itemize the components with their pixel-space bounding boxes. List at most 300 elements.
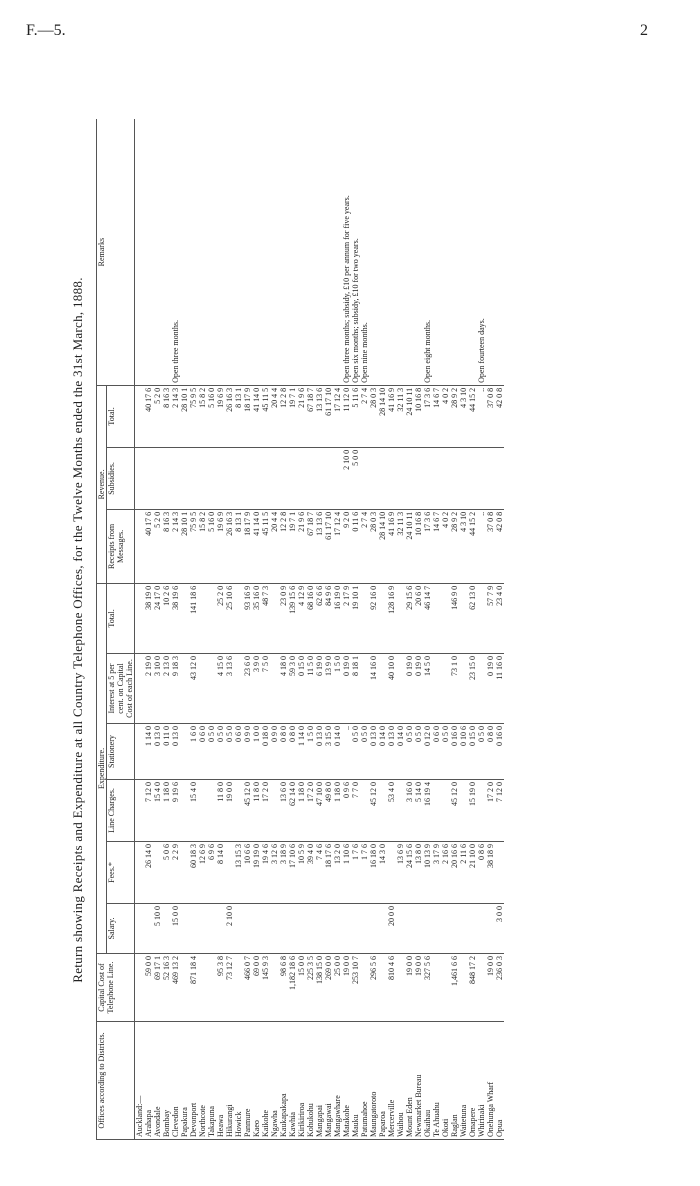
- cell-total-exp: 62 13 0: [468, 583, 477, 653]
- cell-stationery: [135, 724, 145, 780]
- cell-office: Okoti: [441, 1022, 450, 1140]
- cell-receipts: 9 2 0: [342, 509, 351, 583]
- cell-remarks: [153, 119, 162, 385]
- cell-salary: [234, 904, 243, 954]
- cell-capital: 19 0 0: [414, 954, 423, 1022]
- cell-interest: 23 15 0: [468, 654, 477, 724]
- table-row: [243, 119, 252, 1139]
- table-row: [207, 119, 216, 1139]
- cell-total-exp: 2 17 9: [342, 583, 351, 653]
- cell-subsidies: [189, 447, 198, 509]
- cell-total-exp: 4 12 9: [297, 583, 306, 653]
- table-title: Return showing Receipts and Expenditure at all Country Telephone Offices, for the Twelve Months ended the 31st March, 1888.: [70, 277, 85, 983]
- cell-stationery: 1 6 0: [189, 724, 198, 780]
- cell-total-rev: 12 2 8: [279, 385, 288, 447]
- cell-total-rev: 15 8 2: [198, 385, 207, 447]
- cell-subsidies: [180, 447, 189, 509]
- cell-total-exp: [207, 583, 216, 653]
- cell-remarks: [459, 119, 468, 385]
- cell-capital: 69 17 1: [153, 954, 162, 1022]
- header-capital: Capital Cost of Telephone Line.: [97, 954, 135, 1022]
- cell-total-exp: 35 16 0: [252, 583, 261, 653]
- cell-line: 45 12 0: [450, 780, 459, 842]
- cell-subsidies: [396, 447, 405, 509]
- cell-line: [198, 780, 207, 842]
- cell-subsidies: [315, 447, 324, 509]
- cell-interest: 2 13 0: [162, 654, 171, 724]
- cell-subsidies: [153, 447, 162, 509]
- table-row: [396, 119, 405, 1139]
- cell-subsidies: [378, 447, 387, 509]
- cell-salary: [378, 904, 387, 954]
- cell-line: 49 8 0: [324, 780, 333, 842]
- cell-line: 17 2 0: [306, 780, 315, 842]
- table-row: [198, 119, 207, 1139]
- cell-total-rev: 28 9 2: [450, 385, 459, 447]
- cell-total-rev: 26 16 3: [225, 385, 234, 447]
- cell-line: 11 8 0: [252, 780, 261, 842]
- cell-interest: 7 5 0: [261, 654, 270, 724]
- cell-subsidies: [198, 447, 207, 509]
- cell-salary: [396, 904, 405, 954]
- cell-remarks: [495, 119, 504, 385]
- cell-salary: 5 10 0: [153, 904, 162, 954]
- cell-line: [432, 780, 441, 842]
- cell-fees: [495, 842, 504, 904]
- cell-office: Maungatoroto: [369, 1022, 378, 1140]
- cell-capital: 236 0 3: [495, 954, 504, 1022]
- cell-remarks: [432, 119, 441, 385]
- cell-office: Takapuna: [207, 1022, 216, 1140]
- cell-stationery: 0 5 0: [414, 724, 423, 780]
- cell-salary: [405, 904, 414, 954]
- cell-remarks: [252, 119, 261, 385]
- cell-receipts: 2 14 3: [171, 509, 180, 583]
- cell-interest: [459, 654, 468, 724]
- cell-remarks: [414, 119, 423, 385]
- cell-line: [459, 780, 468, 842]
- cell-remarks: [306, 119, 315, 385]
- cell-total-rev: 37 0 8: [486, 385, 495, 447]
- cell-subsidies: [306, 447, 315, 509]
- cell-capital: 469 13 2: [171, 954, 180, 1022]
- cell-line: 17 2 0: [261, 780, 270, 842]
- cell-stationery: 0 6 0: [432, 724, 441, 780]
- cell-fees: 2 16 6: [441, 842, 450, 904]
- cell-stationery: [180, 724, 189, 780]
- header-stationery: Stationery: [107, 724, 135, 780]
- cell-fees: 26 14 0: [144, 842, 153, 904]
- table-row: [459, 119, 468, 1139]
- cell-capital: 25 0 0: [333, 954, 342, 1022]
- cell-receipts: 17 3 6: [423, 509, 432, 583]
- cell-fees: 39 4 0: [306, 842, 315, 904]
- cell-fees: 13 2 0: [333, 842, 342, 904]
- cell-fees: 1 10 6: [342, 842, 351, 904]
- cell-subsidies: [486, 447, 495, 509]
- cell-salary: [342, 904, 351, 954]
- cell-office: Devonport: [189, 1022, 198, 1140]
- cell-total-exp: [198, 583, 207, 653]
- cell-interest: 9 18 3: [171, 654, 180, 724]
- table-row: [189, 119, 198, 1139]
- cell-office: Mount Eden: [405, 1022, 414, 1140]
- cell-line: 11 8 0: [216, 780, 225, 842]
- cell-capital: 73 12 7: [225, 954, 234, 1022]
- cell-total-rev: 45 11 5: [261, 385, 270, 447]
- cell-capital: [360, 954, 369, 1022]
- cell-salary: [432, 904, 441, 954]
- cell-fees: 13 8 0: [414, 842, 423, 904]
- cell-office: Arahapa: [144, 1022, 153, 1140]
- cell-total-exp: 62 6 6: [315, 583, 324, 653]
- cell-stationery: 0 5 0: [225, 724, 234, 780]
- cell-receipts: 28 10 1: [180, 509, 189, 583]
- cell-office: Waitetuna: [459, 1022, 468, 1140]
- cell-capital: [459, 954, 468, 1022]
- table-row: [306, 119, 315, 1139]
- cell-salary: [477, 904, 486, 954]
- cell-salary: [315, 904, 324, 954]
- cell-total-exp: 146 9 0: [450, 583, 459, 653]
- cell-office: Te Ahuahu: [432, 1022, 441, 1140]
- cell-salary: [144, 904, 153, 954]
- cell-capital: 1,182 18 6: [288, 954, 297, 1022]
- table-row: [234, 119, 243, 1139]
- cell-stationery: 0 13 0: [315, 724, 324, 780]
- cell-line: 1 18 0: [162, 780, 171, 842]
- cell-office: Okaihau: [423, 1022, 432, 1140]
- cell-fees: [153, 842, 162, 904]
- cell-receipts: 19 7 1: [288, 509, 297, 583]
- table-row: [180, 119, 189, 1139]
- cell-office: Kaeo: [252, 1022, 261, 1140]
- cell-capital: 810 4 6: [387, 954, 396, 1022]
- cell-salary: 15 0 0: [171, 904, 180, 954]
- cell-total-rev: 2 14 3: [171, 385, 180, 447]
- cell-total-exp: 84 9 6: [324, 583, 333, 653]
- table-row: [405, 119, 414, 1139]
- cell-receipts: 24 10 11: [405, 509, 414, 583]
- cell-office: Newmarket Bureau: [414, 1022, 423, 1140]
- cell-office: Onehunga Wharf: [486, 1022, 495, 1140]
- cell-salary: [351, 904, 360, 954]
- cell-salary: [270, 904, 279, 954]
- cell-total-rev: 18 17 9: [243, 385, 252, 447]
- cell-interest: [135, 654, 145, 724]
- cell-total-rev: 75 9 5: [189, 385, 198, 447]
- cell-subsidies: [162, 447, 171, 509]
- cell-capital: 871 18 4: [189, 954, 198, 1022]
- cell-interest: 11 5 0: [306, 654, 315, 724]
- header-salary: Salary.: [107, 904, 135, 954]
- cell-subsidies: [405, 447, 414, 509]
- cell-receipts: 15 8 2: [198, 509, 207, 583]
- cell-line: [234, 780, 243, 842]
- cell-salary: [261, 904, 270, 954]
- cell-total-exp: 92 16 0: [369, 583, 378, 653]
- cell-total-rev: 5 2 0: [153, 385, 162, 447]
- table-row: [486, 119, 495, 1139]
- cell-fees: 1 7 6: [360, 842, 369, 904]
- cell-interest: 0 15 0: [297, 654, 306, 724]
- cell-line: 0 9 6: [342, 780, 351, 842]
- cell-capital: 19 0 0: [405, 954, 414, 1022]
- cell-fees: 3 18 9: [279, 842, 288, 904]
- cell-fees: [135, 842, 145, 904]
- cell-total-rev: ..: [477, 385, 486, 447]
- cell-interest: 3 13 6: [225, 654, 234, 724]
- table-row: [171, 119, 180, 1139]
- cell-stationery: 0 8 0: [288, 724, 297, 780]
- cell-remarks: [216, 119, 225, 385]
- cell-subsidies: [252, 447, 261, 509]
- cell-stationery: 0 13 0: [369, 724, 378, 780]
- cell-remarks: [198, 119, 207, 385]
- table-row: [414, 119, 423, 1139]
- cell-fees: 20 16 6: [450, 842, 459, 904]
- cell-subsidies: [279, 447, 288, 509]
- cell-remarks: [279, 119, 288, 385]
- table-row: [333, 119, 342, 1139]
- cell-total-exp: 57 7 9: [486, 583, 495, 653]
- cell-office: Mauku: [351, 1022, 360, 1140]
- cell-remarks: [270, 119, 279, 385]
- document-code: F.—5.: [26, 22, 66, 39]
- cell-remarks: Open fourteen days.: [477, 119, 486, 385]
- cell-office: Mangawhare: [333, 1022, 342, 1140]
- cell-line: [207, 780, 216, 842]
- table-row: [270, 119, 279, 1139]
- cell-subsidies: [243, 447, 252, 509]
- header-total-revenue: Total.: [107, 385, 135, 447]
- cell-salary: 20 0 0: [387, 904, 396, 954]
- cell-subsidies: [414, 447, 423, 509]
- cell-total-exp: [459, 583, 468, 653]
- table-row: [288, 119, 297, 1139]
- cell-total-rev: 28 10 1: [180, 385, 189, 447]
- cell-stationery: 0 14 0: [378, 724, 387, 780]
- cell-capital: [234, 954, 243, 1022]
- cell-line: [396, 780, 405, 842]
- cell-stationery: 0 14 0: [396, 724, 405, 780]
- cell-subsidies: [135, 447, 145, 509]
- cell-receipts: 18 17 9: [243, 509, 252, 583]
- cell-total-exp: [441, 583, 450, 653]
- cell-office: Avondale: [153, 1022, 162, 1140]
- cell-remarks: [225, 119, 234, 385]
- cell-line: 53 4 0: [387, 780, 396, 842]
- cell-line: 3 16 0: [405, 780, 414, 842]
- cell-salary: [198, 904, 207, 954]
- cell-receipts: 4 3 10: [459, 509, 468, 583]
- cell-salary: [216, 904, 225, 954]
- cell-total-exp: 38 19 0: [144, 583, 153, 653]
- cell-total-rev: 13 13 6: [315, 385, 324, 447]
- cell-line: 47 10 0: [315, 780, 324, 842]
- cell-total-rev: 5 11 6: [351, 385, 360, 447]
- cell-total-exp: [360, 583, 369, 653]
- cell-fees: 12 6 9: [198, 842, 207, 904]
- cell-total-rev: 41 14 0: [252, 385, 261, 447]
- cell-receipts: 21 9 6: [297, 509, 306, 583]
- table-row: [468, 119, 477, 1139]
- cell-capital: 145 9 3: [261, 954, 270, 1022]
- cell-receipts: 4 0 2: [441, 509, 450, 583]
- cell-remarks: [234, 119, 243, 385]
- cell-total-rev: 2 7 4: [360, 385, 369, 447]
- cell-interest: [270, 654, 279, 724]
- cell-capital: [441, 954, 450, 1022]
- cell-receipts: 40 17 6: [144, 509, 153, 583]
- cell-capital: [378, 954, 387, 1022]
- table-row: [387, 119, 396, 1139]
- cell-remarks: [333, 119, 342, 385]
- header-interest: Interest at 5 per cent. on Capital Cost of each Line.: [107, 654, 135, 724]
- cell-salary: 2 10 0: [225, 904, 234, 954]
- cell-office: Heawa: [216, 1022, 225, 1140]
- cell-office: Raglan: [450, 1022, 459, 1140]
- cell-total-exp: 68 16 0: [306, 583, 315, 653]
- cell-total-exp: [378, 583, 387, 653]
- cell-total-exp: 93 16 9: [243, 583, 252, 653]
- cell-fees: 19 4 6: [261, 842, 270, 904]
- cell-total-exp: 24 17 0: [153, 583, 162, 653]
- cell-receipts: 12 2 8: [279, 509, 288, 583]
- cell-receipts: 20 4 4: [270, 509, 279, 583]
- cell-subsidies: [144, 447, 153, 509]
- cell-receipts: 28 14 10: [378, 509, 387, 583]
- cell-interest: [180, 654, 189, 724]
- cell-stationery: 0 5 0: [477, 724, 486, 780]
- cell-total-rev: 4 3 10: [459, 385, 468, 447]
- table-row: [378, 119, 387, 1139]
- cell-interest: [441, 654, 450, 724]
- cell-remarks: [387, 119, 396, 385]
- table-row: [495, 119, 504, 1139]
- cell-capital: 253 10 7: [351, 954, 360, 1022]
- cell-salary: [486, 904, 495, 954]
- cell-receipts: 13 13 6: [315, 509, 324, 583]
- cell-receipts: 0 11 6: [351, 509, 360, 583]
- table-row: [360, 119, 369, 1139]
- cell-stationery: 0 14 0: [333, 724, 342, 780]
- cell-subsidies: [468, 447, 477, 509]
- table-row: [297, 119, 306, 1139]
- cell-subsidies: [477, 447, 486, 509]
- cell-office: Patumahoe: [360, 1022, 369, 1140]
- cell-capital: 95 3 8: [216, 954, 225, 1022]
- cell-fees: 10 5 9: [297, 842, 306, 904]
- cell-remarks: [405, 119, 414, 385]
- cell-salary: [450, 904, 459, 954]
- cell-interest: 0 19 0: [405, 654, 414, 724]
- cell-interest: 0 19 0: [486, 654, 495, 724]
- cell-remarks: Open three months.: [171, 119, 180, 385]
- cell-capital: 19 0 0: [342, 954, 351, 1022]
- cell-line: 45 12 0: [369, 780, 378, 842]
- table-row: [315, 119, 324, 1139]
- cell-receipts: 28 0 3: [369, 509, 378, 583]
- cell-receipts: 8 16 3: [162, 509, 171, 583]
- cell-stationery: 0 5 0: [207, 724, 216, 780]
- cell-stationery: 0 11 0: [162, 724, 171, 780]
- cell-remarks: [441, 119, 450, 385]
- cell-remarks: Open eight months.: [423, 119, 432, 385]
- cell-total-exp: [477, 583, 486, 653]
- cell-capital: [396, 954, 405, 1022]
- table-row: [477, 119, 486, 1139]
- cell-salary: [324, 904, 333, 954]
- cell-salary: [189, 904, 198, 954]
- cell-fees: 13 15 3: [234, 842, 243, 904]
- cell-total-rev: 14 6 7: [432, 385, 441, 447]
- cell-salary: [252, 904, 261, 954]
- cell-stationery: 0 16 0: [450, 724, 459, 780]
- cell-receipts: 5 2 0: [153, 509, 162, 583]
- cell-fees: 16 18 0: [369, 842, 378, 904]
- cell-total-exp: 38 19 6: [171, 583, 180, 653]
- cell-line: [477, 780, 486, 842]
- cell-stationery: 0 5 0: [441, 724, 450, 780]
- table-row: [225, 119, 234, 1139]
- cell-capital: 225 3 5: [306, 954, 315, 1022]
- cell-office: Omapere: [468, 1022, 477, 1140]
- cell-subsidies: [171, 447, 180, 509]
- cell-fees: 8 14 0: [216, 842, 225, 904]
- cell-capital: 327 5 6: [423, 954, 432, 1022]
- table-row: [162, 119, 171, 1139]
- cell-remarks: Open nine months.: [360, 119, 369, 385]
- cell-salary: [414, 904, 423, 954]
- cell-line: 16 19 4: [423, 780, 432, 842]
- cell-line: 9 19 6: [171, 780, 180, 842]
- cell-fees: 1 7 6: [351, 842, 360, 904]
- cell-total-rev: 28 14 10: [378, 385, 387, 447]
- header-remarks: Remarks: [97, 119, 135, 385]
- cell-interest: 59 3 0: [288, 654, 297, 724]
- cell-interest: 14 16 0: [369, 654, 378, 724]
- cell-total-rev: 28 0 3: [369, 385, 378, 447]
- table-row: [342, 119, 351, 1139]
- cell-subsidies: [324, 447, 333, 509]
- cell-subsidies: [261, 447, 270, 509]
- cell-total-exp: 16 19 0: [333, 583, 342, 653]
- table-row: [369, 119, 378, 1139]
- cell-receipts: 17 12 4: [333, 509, 342, 583]
- cell-stationery: 0 8 0: [486, 724, 495, 780]
- table-row: [423, 119, 432, 1139]
- cell-total-rev: 4 0 2: [441, 385, 450, 447]
- cell-remarks: [261, 119, 270, 385]
- header-total-expenditure: Total.: [107, 583, 135, 653]
- cell-stationery: 0 5 0: [405, 724, 414, 780]
- cell-fees: 5 0 6: [162, 842, 171, 904]
- cell-salary: [135, 904, 145, 954]
- cell-interest: 73 1 0: [450, 654, 459, 724]
- cell-fees: 19 19 0: [252, 842, 261, 904]
- cell-office: Howick: [234, 1022, 243, 1140]
- cell-stationery: 0 15 0: [468, 724, 477, 780]
- cell-receipts: 37 0 8: [486, 509, 495, 583]
- cell-stationery: 0 13 0: [171, 724, 180, 780]
- cell-total-exp: 139 15 6: [288, 583, 297, 653]
- cell-total-rev: 19 6 9: [216, 385, 225, 447]
- cell-stationery: 1 5 0: [306, 724, 315, 780]
- cell-subsidies: [297, 447, 306, 509]
- cell-fees: 3 17 9: [432, 842, 441, 904]
- cell-remarks: [288, 119, 297, 385]
